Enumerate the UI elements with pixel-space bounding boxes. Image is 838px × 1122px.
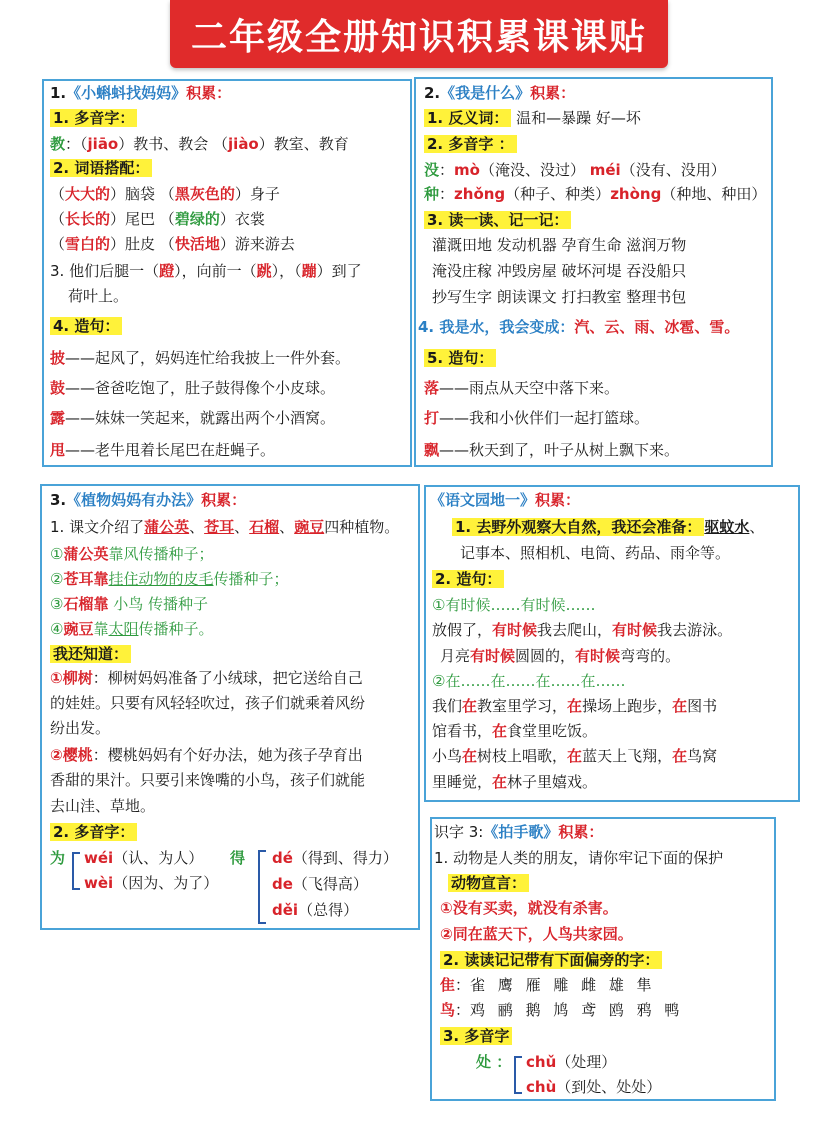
keyword: 在 (567, 747, 583, 765)
text: ：樱桃妈妈有个好办法，她为孩子孕育出 (92, 746, 363, 764)
antonyms: 温和—暴躁 好—坏 (516, 109, 641, 127)
word-row: 灌溉田地 发动机器 孕育生命 滋润万物 (432, 236, 687, 254)
key-char: 飘 (424, 441, 440, 459)
what-am-i-s2 (424, 134, 517, 154)
text: 我去爬山， (537, 621, 613, 639)
header-suffix: 积累： (201, 491, 247, 509)
text: 放假了， (432, 621, 493, 639)
text: （ (50, 210, 66, 228)
text: 教室里学习， (477, 697, 568, 715)
method: 太阳 (108, 620, 139, 638)
plant-item (50, 619, 214, 639)
keyword: 在 (492, 722, 508, 740)
plant-know (50, 644, 131, 664)
text: （种地、种田） (661, 185, 767, 203)
text: 月亮 (440, 647, 471, 665)
method: 小鸟 传播种子 (108, 595, 209, 613)
method: 挂住动物的皮毛 (108, 570, 214, 588)
text: ：（ (65, 135, 88, 153)
text: 馆看书， (432, 722, 493, 740)
sentence-text: ——妹妹一笑起来，就露出两个小酒窝。 (65, 409, 336, 427)
plant-item (50, 544, 213, 564)
text: 我们 (432, 697, 463, 715)
char: 种 (424, 185, 440, 203)
de-reading (272, 848, 398, 868)
tadpole-s4 (50, 316, 122, 336)
pinyin: jiào (228, 135, 259, 153)
subheading: 动物宣言： (448, 874, 529, 892)
text: ： (496, 1053, 512, 1071)
num: ① (50, 545, 64, 563)
text: 3. 他们后腿一（ (50, 262, 160, 280)
text: 1. 课文介绍了 (50, 518, 145, 536)
radical-niao (440, 1000, 683, 1020)
pattern-2: ②在……在……在……在…… (432, 672, 626, 690)
modifier: 大大的 (65, 185, 111, 203)
tadpole-polyphone-line (50, 134, 349, 154)
text: 食堂里吃饭。 (507, 722, 598, 740)
plant-intro (50, 517, 399, 537)
example-sentence (50, 348, 350, 368)
wei-reading (84, 848, 203, 868)
chu-reading (526, 1052, 616, 1072)
section-number: 识字 3: (434, 823, 484, 841)
keyword: 在 (492, 773, 508, 791)
text: ）到了 (316, 262, 362, 280)
plant-header (50, 490, 246, 510)
header-suffix: 积累： (186, 84, 232, 102)
plant-s2 (50, 822, 137, 842)
pinyin: děi (272, 901, 299, 919)
section-number: 2. (424, 84, 441, 102)
lesson-title: 《植物妈妈有办法》 (66, 491, 202, 509)
plant: 蒲公英 (144, 518, 190, 536)
text: 圆圆的， (515, 647, 576, 665)
subheading: 2. 多音字： (50, 823, 137, 841)
de-brace (258, 850, 266, 924)
garden-prep (452, 517, 764, 537)
char: 没 (424, 161, 440, 179)
pinyin: de (272, 875, 293, 893)
garden-header (430, 490, 580, 510)
text: ）肚皮 （ (110, 235, 175, 253)
subheading: 4. 造句： (50, 317, 122, 335)
text: 传播种子。 (138, 620, 214, 638)
text: 鸟窝 (687, 747, 718, 765)
pinyin: zhǒng (454, 185, 506, 203)
keyword: 有时候 (575, 647, 621, 665)
example-sentence (424, 408, 649, 428)
pinyin: méi (589, 161, 621, 179)
tadpole-s2 (50, 158, 152, 178)
method-tail: 传播种子； (213, 570, 289, 588)
chu-brace (514, 1056, 522, 1094)
words: （认、为人） (113, 849, 204, 867)
what-am-i-header (424, 83, 575, 103)
words: （处理） (556, 1053, 617, 1071)
subheading: 1. 反义词： (424, 109, 511, 127)
key-char: 甩 (50, 441, 66, 459)
text: ），向前一（ (174, 262, 257, 280)
plant: 樱桃 (62, 746, 93, 764)
text: 我去游泳。 (657, 621, 733, 639)
lesson-title: 《小蝌蚪找妈妈》 (66, 84, 187, 102)
wei-brace (72, 852, 80, 890)
text: ）脑袋 （ (110, 185, 175, 203)
pattern-2-example (432, 746, 717, 766)
title-banner (170, 0, 668, 68)
subheading: 我还知道： (50, 645, 131, 663)
example-sentence (424, 378, 619, 398)
text: 操场上跑步， (582, 697, 673, 715)
word-row: 抄写生字 朗读课文 打扫教室 整理书包 (432, 288, 687, 306)
example-sentence (424, 440, 679, 460)
modifier: 碧绿的 (174, 210, 220, 228)
lesson-title: 《我是什么》 (440, 84, 531, 102)
text: ）尾巴 （ (110, 210, 175, 228)
example-sentence (50, 440, 275, 460)
header-suffix: 积累： (558, 823, 604, 841)
verb: 跳 (256, 262, 272, 280)
text: ：柳树妈妈准备了小绒球，把它送给自己 (92, 669, 363, 687)
subheading: 2. 多音字 ： (424, 135, 517, 153)
key-char: 披 (50, 349, 66, 367)
text: 蓝天上飞翔， (582, 747, 673, 765)
modifier: 快活地 (174, 235, 220, 253)
plant: 柳树 (62, 669, 93, 687)
pinyin: wèi (84, 874, 114, 892)
text: 、 (234, 518, 250, 536)
char: 处 (476, 1053, 492, 1071)
text: 、 (189, 518, 205, 536)
radical-zhui (440, 975, 656, 995)
pattern-2-example (432, 721, 597, 741)
verb: 蹬 (159, 262, 175, 280)
text: （ (50, 185, 66, 203)
text: 弯弯的。 (620, 647, 681, 665)
plant: 豌豆 (63, 620, 94, 638)
pinyin: mò (454, 161, 480, 179)
pattern-1-example (440, 646, 680, 666)
cherry-line: 去山洼、草地。 (50, 797, 156, 815)
de-reading (272, 874, 368, 894)
text: ： (439, 161, 455, 179)
clap-l1: 1. 动物是人类的朋友，请你牢记下面的保护 (434, 849, 724, 867)
text: ： (439, 185, 455, 203)
subheading: 3. 读一读、记一记： (424, 211, 571, 229)
sentence-text: ——秋天到了，叶子从树上飘下来。 (439, 441, 680, 459)
text: ： (455, 1001, 471, 1019)
page-title: 二年级全册知识积累课课贴 (190, 16, 647, 58)
text: ）游来游去 (219, 235, 295, 253)
words: （到处、处处） (556, 1078, 662, 1096)
keyword: 在 (567, 697, 583, 715)
keyword: 在 (462, 697, 478, 715)
text: 靠 (93, 620, 109, 638)
example-sentence (50, 378, 335, 398)
plant-item (50, 569, 289, 589)
header-suffix: 积累： (530, 84, 576, 102)
text: 树枝上唱歌， (477, 747, 568, 765)
key-char: 落 (424, 379, 440, 397)
item: 驱蚊水 (704, 518, 750, 536)
sentence-text: ——起风了，妈妈连忙给我披上一件外套。 (65, 349, 351, 367)
num: ④ (50, 620, 64, 638)
verb: 蹦 (301, 262, 317, 280)
text: 、 (279, 518, 295, 536)
key-char: 打 (424, 409, 440, 427)
radical: 鸟 (440, 1001, 456, 1019)
sentence-text: ——雨点从天空中落下来。 (439, 379, 620, 397)
pinyin: dé (272, 849, 293, 867)
pinyin: wéi (84, 849, 114, 867)
chars: 雀 鹰 雁 雕 雌 雄 隼 (470, 976, 656, 994)
section-number: 1. (50, 84, 67, 102)
plant-item (50, 594, 208, 614)
plant: 苍耳 (204, 518, 235, 536)
char: 教 (50, 135, 66, 153)
tadpole-s3-cont: 荷叶上。 (68, 287, 129, 305)
text: 小鸟 (432, 747, 463, 765)
modifier: 长长的 (65, 210, 111, 228)
text: （淹没、没过） (479, 161, 590, 179)
sentence-text: ——我和小伙伴们一起打篮球。 (439, 409, 650, 427)
text: ）教书、教会 （ (118, 135, 229, 153)
tadpole-header (50, 83, 231, 103)
word-pair-row (50, 209, 265, 229)
subheading: 1. 多音字： (50, 109, 137, 127)
garden-s2 (432, 569, 504, 589)
text: 、 (749, 518, 765, 536)
pattern-1-example (432, 620, 732, 640)
subheading: 2. 造句： (432, 570, 504, 588)
water-forms (418, 317, 739, 337)
word-pair-row (50, 234, 295, 254)
declaration-2: ②同在蓝天下，人鸟共家园。 (440, 925, 633, 943)
text: 林子里嬉戏。 (507, 773, 598, 791)
chu-reading (526, 1077, 661, 1097)
subheading: 3. 多音字 (440, 1027, 512, 1045)
clap-header (434, 822, 603, 842)
pinyin: chù (526, 1078, 557, 1096)
word-pair-row (50, 184, 280, 204)
polyphone-row (424, 184, 766, 204)
text: ），（ (271, 262, 302, 280)
section-number: 3. (50, 491, 67, 509)
what-am-i-s3 (424, 210, 571, 230)
subheading: 1. 去野外观察大自然，我还会准备： (452, 518, 704, 536)
garden-prep-cont: 记事本、照相机、电筒、药品、雨伞等。 (460, 544, 731, 562)
sentence-text: ——爸爸吃饱了，肚子鼓得像个小皮球。 (65, 379, 336, 397)
radical: 隹 (440, 976, 456, 994)
text: 4. 我是水，我会变成： (418, 318, 575, 336)
words: （得到、得力） (292, 849, 398, 867)
pinyin: zhòng (610, 185, 662, 203)
key-char: 鼓 (50, 379, 66, 397)
pattern-2-example (432, 696, 717, 716)
pinyin: jiāo (87, 135, 119, 153)
modifier: 黑灰色的 (174, 185, 235, 203)
pinyin: chǔ (526, 1053, 557, 1071)
antonym-line (424, 108, 641, 128)
words: （飞得高） (292, 875, 368, 893)
plant: 石榴靠 (63, 595, 109, 613)
willow-line: 纷出发。 (50, 719, 111, 737)
plant: 豌豆 (294, 518, 325, 536)
lesson-title: 《语文园地一》 (430, 491, 536, 509)
declaration-1: ①没有买卖，就没有杀害。 (440, 899, 618, 917)
header-suffix: 积累： (535, 491, 581, 509)
pattern-2-example (432, 772, 597, 792)
de-reading (272, 900, 358, 920)
text: 里睡觉， (432, 773, 493, 791)
method: 靠风传播种子； (108, 545, 214, 563)
clap-s2 (440, 950, 662, 970)
keyword: 在 (462, 747, 478, 765)
subheading: 2. 读读记记带有下面偏旁的字： (440, 951, 662, 969)
keyword: 有时候 (612, 621, 658, 639)
word-row: 淹没庄稼 冲毁房屋 破坏河堤 吞没船只 (432, 262, 687, 280)
plant: 石榴 (249, 518, 280, 536)
words: （因为、为了） (113, 874, 219, 892)
tadpole-s1 (50, 108, 137, 128)
text: ： (455, 976, 471, 994)
num: ② (50, 746, 63, 764)
text: 图书 (687, 697, 718, 715)
plant: 蒲公英 (63, 545, 109, 563)
example-sentence (50, 408, 335, 428)
lesson-title: 《拍手歌》 (483, 823, 559, 841)
num: ② (50, 570, 64, 588)
willow-line: 的娃娃。只要有风轻轻吹过，孩子们就乘着风纷 (50, 694, 366, 712)
subheading: 2. 词语搭配： (50, 159, 152, 177)
keyword: 在 (672, 697, 688, 715)
plant: 苍耳靠 (63, 570, 109, 588)
modifier: 雪白的 (65, 235, 111, 253)
wei-reading (84, 873, 218, 893)
pattern-1: ①有时候……有时候…… (432, 596, 596, 614)
polyphone-row (424, 160, 726, 180)
num: ③ (50, 595, 64, 613)
clap-l1b (448, 873, 529, 893)
num: ① (50, 669, 63, 687)
tadpole-s3 (50, 261, 362, 281)
text: ）教室、教育 (258, 135, 349, 153)
text: ）身子 (234, 185, 280, 203)
chu-char (476, 1052, 511, 1072)
keyword: 有时候 (470, 647, 516, 665)
cherry-line: 香甜的果汁。只要引来馋嘴的小鸟，孩子们就能 (50, 771, 366, 789)
text: 四种植物。 (324, 518, 400, 536)
willow-line (50, 668, 363, 688)
cherry-line (50, 745, 363, 765)
words: （总得） (298, 901, 359, 919)
de-char: 得 (230, 849, 246, 867)
wei-char: 为 (50, 849, 66, 867)
text: （没有、没用） (620, 161, 726, 179)
text: （ (50, 235, 66, 253)
chars: 鸡 鹂 鹅 鸠 鸢 鸥 鸦 鸭 (470, 1001, 684, 1019)
clap-s3 (440, 1026, 512, 1046)
forms: 汽、云、雨、冰雹、雪。 (574, 318, 740, 336)
what-am-i-s5 (424, 348, 496, 368)
subheading: 5. 造句： (424, 349, 496, 367)
text: （种子、种类） (505, 185, 611, 203)
keyword: 有时候 (492, 621, 538, 639)
keyword: 在 (672, 747, 688, 765)
text: ）衣裳 (219, 210, 265, 228)
sentence-text: ——老牛甩着长尾巴在赶蝇子。 (65, 441, 276, 459)
key-char: 露 (50, 409, 66, 427)
